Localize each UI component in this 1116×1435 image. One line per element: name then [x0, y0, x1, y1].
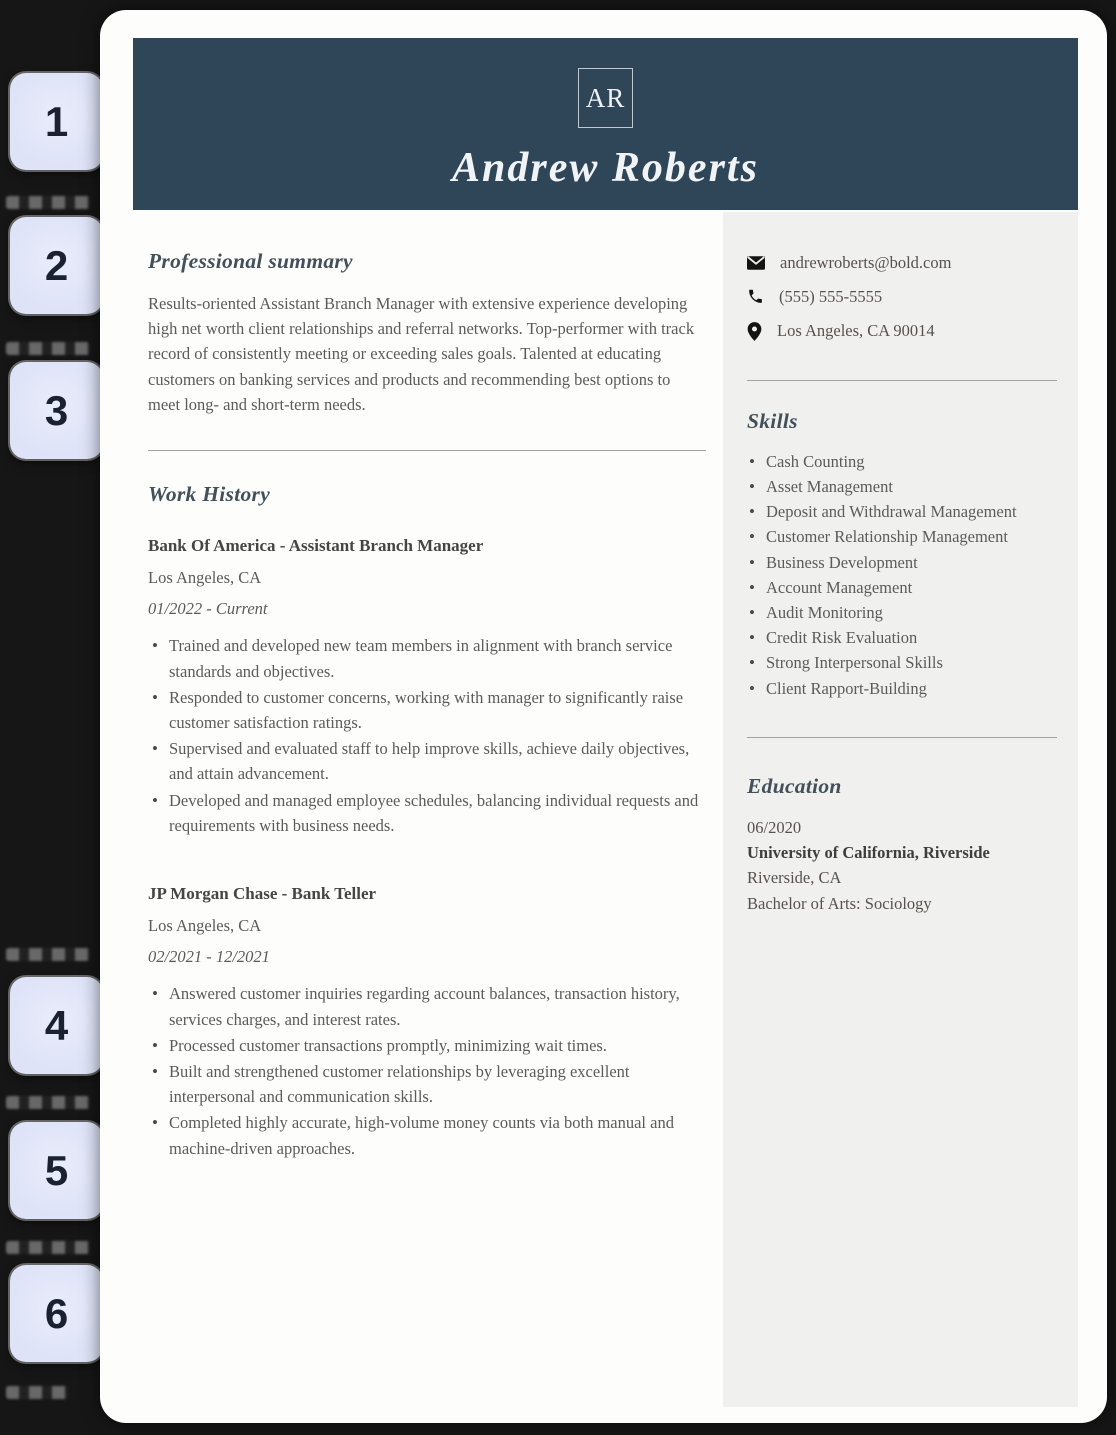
job-bullet: • Built and strengthened customer relationships by leveraging excellent interpersonal and communication skills. [148, 1059, 706, 1109]
section-marker-5[interactable] [10, 1122, 103, 1219]
job-bullet-list [148, 981, 706, 1160]
section-divider [148, 450, 706, 451]
location-pin-icon [747, 322, 762, 341]
summary-text: Results-oriented Assistant Branch Manager with extensive experience developing high net worth client relationships and referral networks. Top-performer with track record of consistently meeting or exceeding sales goals. Talented at educating customers on banking services and products and recommending best options to meet long- and short-term needs. [148, 294, 695, 414]
section-marker-2[interactable] [10, 217, 103, 314]
contact-address-row [747, 318, 1057, 343]
skill-item: • Credit Risk Evaluation [747, 625, 1057, 650]
skill-item: • Strong Interpersonal Skills [747, 650, 1057, 675]
job-bullet: • Answered customer inquiries regarding account balances, transaction history, services charges, and interest rates. [148, 981, 706, 1031]
skill-item: • Customer Relationship Management [747, 524, 1057, 549]
skill-item: • Business Development [747, 550, 1057, 575]
job-title: JP Morgan Chase - Bank Teller [148, 884, 377, 904]
job-location: Los Angeles, CA [148, 568, 262, 588]
education-school: University of California, Riverside [747, 843, 990, 863]
sidebar-divider [747, 380, 1057, 381]
job-entry [148, 882, 706, 1161]
job-bullet: • Developed and managed employee schedules, balancing individual requests and requirements with business needs. [148, 788, 706, 838]
skills-list [747, 449, 1057, 701]
job-dates: 02/2021 - 12/2021 [148, 947, 270, 967]
frame-noise-artifact [6, 1241, 90, 1254]
job-bullet: • Processed customer transactions promptly, minimizing wait times. [148, 1033, 706, 1058]
skill-item: • Account Management [747, 575, 1057, 600]
job-bullet: • Responded to customer concerns, working with manager to significantly raise customer satisfaction ratings. [148, 685, 706, 735]
job-bullet: • Trained and developed new team members in alignment with branch service standards and objectives. [148, 633, 706, 683]
job-dates: 01/2022 - Current [148, 599, 268, 619]
monogram-badge [578, 68, 633, 128]
work-history-heading: Work History [148, 482, 271, 507]
skill-item: • Deposit and Withdrawal Management [747, 499, 1057, 524]
resume-page [100, 10, 1107, 1423]
skill-item: • Audit Monitoring [747, 600, 1057, 625]
section-marker-6[interactable] [10, 1265, 103, 1362]
marker-number: 2 [44, 241, 69, 289]
job-bullet-list [148, 633, 706, 838]
frame-noise-artifact [6, 1096, 90, 1109]
education-heading: Education [747, 773, 842, 798]
resume-main-column [148, 210, 706, 1162]
contact-address: Los Angeles, CA 90014 [777, 321, 935, 341]
contact-email: andrewroberts@bold.com [780, 253, 952, 272]
section-marker-4[interactable] [10, 977, 103, 1074]
candidate-name: Andrew Roberts [452, 145, 759, 191]
job-bullet: • Completed highly accurate, high-volume money counts via both manual and machine-driven approaches. [148, 1110, 706, 1160]
summary-heading: Professional summary [148, 249, 353, 273]
skill-item: • Client Rapport-Building [747, 676, 1057, 701]
sidebar-divider [747, 737, 1057, 738]
frame-noise-artifact [6, 948, 90, 961]
resume-header [133, 38, 1078, 210]
marker-number: 3 [44, 386, 69, 434]
marker-number: 4 [44, 1001, 69, 1049]
contact-phone-row [747, 284, 1057, 309]
skills-heading: Skills [747, 408, 798, 433]
marker-number: 1 [44, 97, 69, 145]
education-date: 06/2020 [747, 818, 802, 838]
job-title: Bank Of America - Assistant Branch Manager [148, 536, 484, 556]
frame-noise-artifact [6, 1386, 68, 1399]
envelope-icon [747, 256, 765, 270]
skill-item: • Cash Counting [747, 449, 1057, 474]
education-location: Riverside, CA [747, 868, 842, 888]
contact-email-row [747, 250, 1057, 275]
education-degree: Bachelor of Arts: Sociology [747, 893, 932, 913]
job-bullet: • Supervised and evaluated staff to help improve skills, achieve daily objectives, and attain advancement. [148, 736, 706, 786]
job-location: Los Angeles, CA [148, 916, 262, 936]
resume-sidebar [723, 212, 1078, 1407]
frame-noise-artifact [6, 342, 90, 355]
contact-phone: (555) 555-5555 [779, 287, 883, 307]
marker-number: 5 [44, 1146, 69, 1194]
marker-number: 6 [44, 1289, 69, 1337]
section-marker-3[interactable] [10, 362, 103, 459]
section-marker-1[interactable] [10, 73, 103, 170]
phone-icon [747, 288, 764, 305]
monogram-initials: AR [585, 82, 626, 113]
job-entry [148, 534, 706, 838]
skill-item: • Asset Management [747, 474, 1057, 499]
frame-noise-artifact [6, 196, 90, 209]
